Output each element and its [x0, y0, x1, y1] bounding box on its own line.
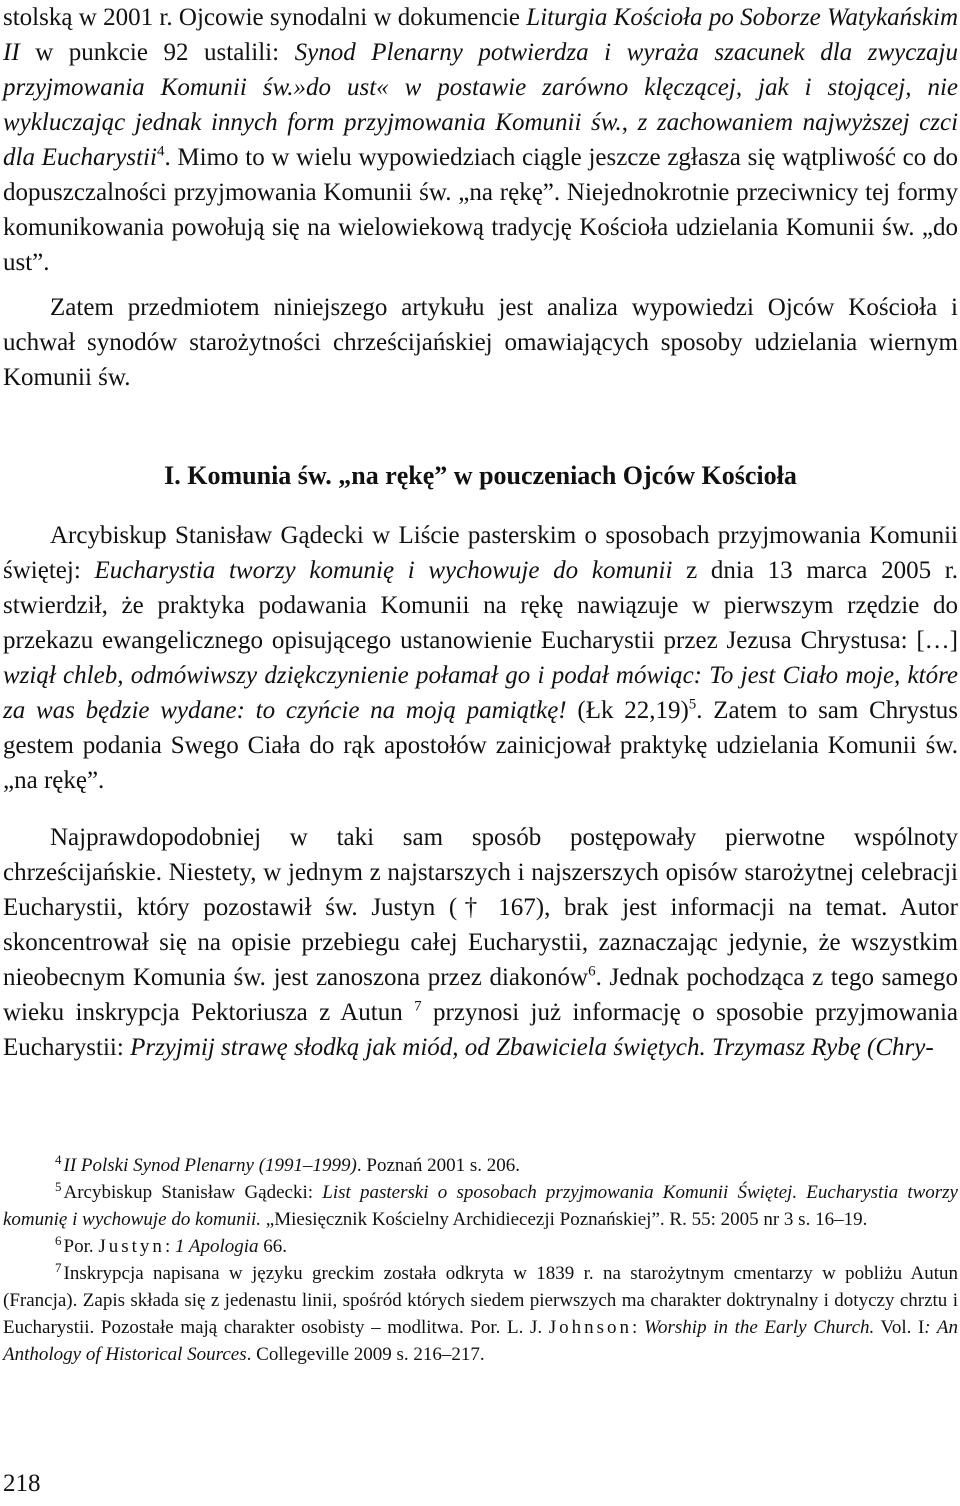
paragraph-intro	[3, 0, 958, 280]
text-run: ]	[949, 627, 958, 654]
text-run: w punkcie 92 ustalili:	[19, 39, 295, 66]
footnote-ref-6[interactable]: 6	[588, 963, 596, 980]
text-run: „Miesięcznik Kościelny Archidiecezji Poznańskiej”. R. 55: 2005 nr 3 s. 16–19.	[261, 1209, 868, 1230]
italic-title: List pasterski o sposobach przyjmowania Komunii Świętej. Eucharystia tworzy komunię i wychowuje do komunii.	[3, 1182, 958, 1230]
paragraph-early-communities	[3, 820, 958, 1065]
text-run: (Łk 22,19)	[566, 697, 689, 724]
text-run: Inskrypcja napisana w języku greckim została odkryta w 1839 r. na starożytnym cmentarzy w pobliżu Autun (Francja). Zapis składa się z jedenastu linii, spośród których siedem pierwszych ma charakter doktrynalny i dotyczy chrztu i Eucharystii. Pozostałe mają charakter osobisty – modlitwa. Por. L. J.	[3, 1263, 958, 1338]
italic-quote: Przyjmij strawę słodką jak miód, od Zbawiciela świętych. Trzymasz Rybę (Chry-	[130, 1034, 934, 1061]
text-run: z dnia 13 marca 2005 r. stwierdził, że praktyka podawania Komunii na rękę nawiązuje w pierwszym rzędzie do przekazu ewangelicznego opisującego ustanowienie Eucharystii przez Jezusa Chrystusa: [	[3, 557, 958, 654]
footnote-number: 7	[55, 1259, 62, 1275]
text-run: Vol. I	[874, 1317, 925, 1338]
footnote-ref-7[interactable]: 7	[414, 998, 422, 1015]
text-run: ,	[621, 109, 638, 136]
ellipsis: …	[924, 627, 950, 654]
italic-title: : An Anthology of Historical Sources	[3, 1317, 958, 1365]
cross-icon: †	[457, 894, 485, 921]
italic-title: 1 Apologia	[174, 1236, 259, 1257]
text-run: . Mimo to w wielu wypowiedziach ciągle jeszcze zgłasza się wątpliwość co do dopuszczalności przyjmowania Komunii św. „na rękę”. Niejednokrotnie przeciwnicy tej formy komunikowania powołują się na wielowiekową tradycję Kościoła udzielania Komunii św. „do ust”.	[3, 144, 958, 276]
spaced-author-name: Johnson	[548, 1317, 633, 1338]
text-run: . Poznań 2001 s. 206.	[356, 1155, 520, 1176]
italic-title: Worship in the Early Church.	[643, 1317, 875, 1338]
text-run: 167), brak jest informacji na temat. Autor skoncentrował się na opisie przebiegu całej Eucharystii, zaznaczając jedynie, że wszystkim nieobecnym Komunia św. jest zanoszona przez diakonów	[3, 894, 959, 991]
text-run: 66.	[258, 1236, 288, 1257]
text-run: :	[164, 1236, 175, 1257]
text-run: :	[632, 1317, 644, 1338]
page-number: 218	[3, 1470, 41, 1497]
footnote-number: 6	[55, 1232, 62, 1248]
section-heading: I. Komunia św. „na rękę” w pouczeniach Ojców Kościoła	[164, 461, 797, 490]
italic-title: II Polski Synod Plenarny (1991–1999)	[63, 1155, 357, 1176]
italic-quote: z zachowaniem najwyższej czci dla Eucharystii	[3, 109, 959, 171]
text-run: Arcybiskup Stanisław Gądecki w Liście pasterskim o sposobach przyjmowania Komunii świętej:	[3, 522, 958, 584]
italic-title: Liturgia Kościoła po Soborze Watykańskim II	[3, 4, 959, 66]
text-run: . Jednak pochodząca z tego samego wieku inskrypcja Pektoriusza z Autun	[3, 964, 958, 1026]
footnote-ref-4[interactable]: 4	[156, 143, 165, 160]
text-run: Por.	[63, 1236, 99, 1257]
text-run: stolską w 2001 r. Ojcowie synodalni w dokumencie	[3, 4, 527, 31]
text-run: . Zatem to sam Chrystus gestem podania Swego Ciała do rąk apostołów zainicjował praktykę udzielania Komunii św. „na rękę”.	[3, 697, 959, 794]
italic-title: Eucharystia tworzy komunię i wychowuje do komunii	[94, 557, 673, 584]
paragraph-purpose: Zatem przedmiotem niniejszego artykułu jest analiza wypowiedzi Ojców Kościoła i uchwał synodów starożytności chrześcijańskiej omawiających sposoby udzielania wiernym Komunii św.	[3, 294, 958, 391]
footnote-6	[3, 1233, 958, 1260]
italic-quote: wziął chleb, odmówiwszy dziękczynienie połamał go i podał mówiąc: To jest Ciało moje, które za was będzie wydane: to czyńcie na moją pamiątkę!	[3, 662, 958, 724]
footnote-7	[3, 1260, 958, 1368]
footnote-ref-5[interactable]: 5	[688, 696, 697, 713]
footnote-number: 4	[55, 1151, 62, 1167]
footnotes-section	[3, 1152, 958, 1368]
spaced-author-name: Justyn	[98, 1236, 165, 1257]
text-run: przynosi już informację o sposobie przyjmowania Eucharystii:	[3, 999, 959, 1061]
footnote-4	[3, 1152, 958, 1179]
italic-quote: Synod Plenarny potwierdza i wyraża szacunek dla zwyczaju przyjmowania Komunii św.»do ust« w postawie zarówno klęczącej, jak i stojącej, nie wykluczając jednak innych form przyjmowania Komunii św.	[3, 39, 958, 136]
text-run: Najprawdopodobniej w taki sam sposób postępowały pierwotne wspólnoty chrześcijańskie. Niestety, w jednym z najstarszych i najszerszych opisów starożytnej celebracji Eucharystii, który pozostawił św. Justyn (	[3, 824, 958, 921]
paragraph-gadecki	[3, 518, 958, 798]
footnote-number: 5	[55, 1178, 62, 1194]
text-run: . Collegeville 2009 s. 216–217.	[246, 1344, 485, 1365]
footnote-5	[3, 1179, 958, 1233]
text-run: Arcybiskup Stanisław Gądecki:	[63, 1182, 323, 1203]
